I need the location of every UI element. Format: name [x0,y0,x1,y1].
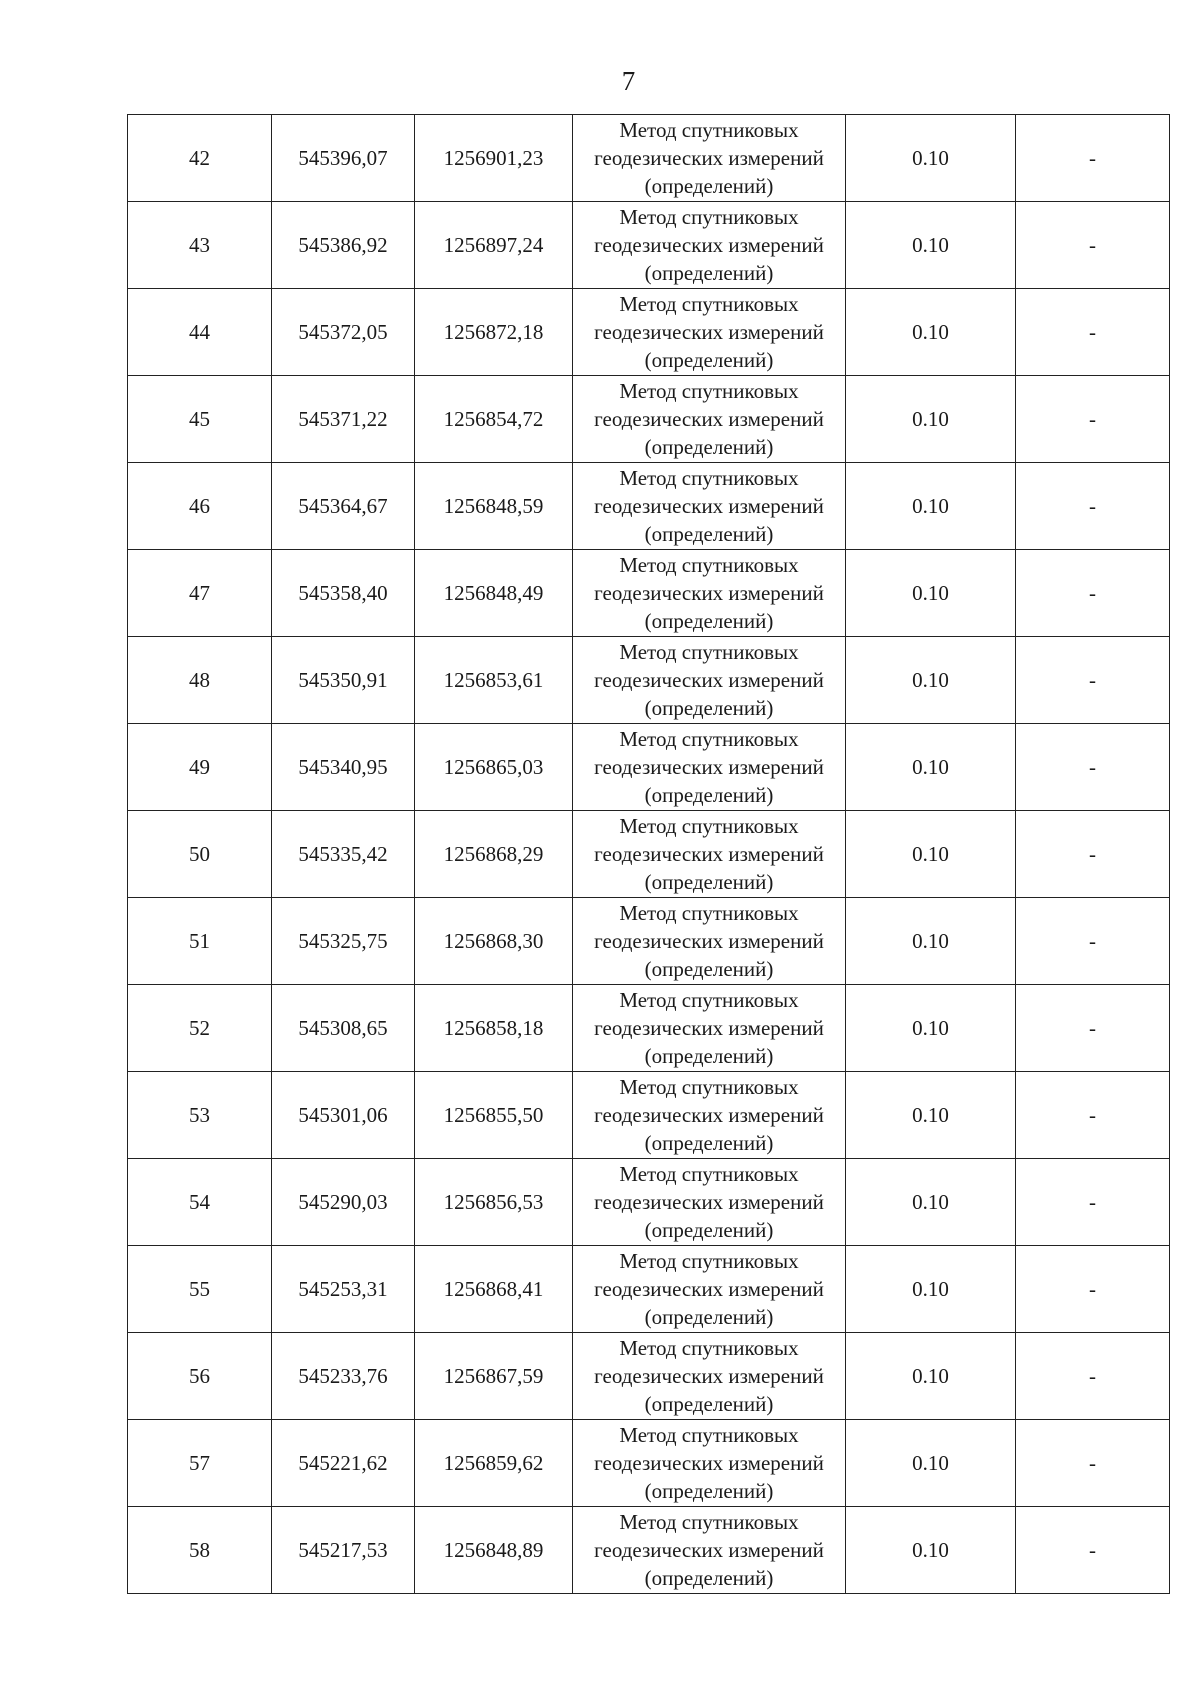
method-cell: Метод спутниковых геодезических измерений (определений) [573,724,846,811]
accuracy-cell: 0.10 [846,463,1016,550]
point-number-cell: 42 [128,115,272,202]
x-coordinate-cell: 545372,05 [272,289,415,376]
point-number-cell: 48 [128,637,272,724]
method-cell: Метод спутниковых геодезических измерений (определений) [573,637,846,724]
note-cell: - [1016,811,1170,898]
x-coordinate-cell: 545217,53 [272,1507,415,1594]
table-row [128,637,1170,724]
y-coordinate-cell: 1256901,23 [415,115,573,202]
note-cell: - [1016,202,1170,289]
table-row [128,1246,1170,1333]
note-cell: - [1016,1333,1170,1420]
y-coordinate-cell: 1256897,24 [415,202,573,289]
x-coordinate-cell: 545253,31 [272,1246,415,1333]
method-cell: Метод спутниковых геодезических измерений (определений) [573,202,846,289]
x-coordinate-cell: 545325,75 [272,898,415,985]
table-row [128,898,1170,985]
method-cell: Метод спутниковых геодезических измерений (определений) [573,1333,846,1420]
accuracy-cell: 0.10 [846,1507,1016,1594]
x-coordinate-cell: 545233,76 [272,1333,415,1420]
note-cell: - [1016,724,1170,811]
coordinates-table [127,114,1170,1594]
y-coordinate-cell: 1256859,62 [415,1420,573,1507]
page-number: 7 [621,66,636,96]
table-row [128,724,1170,811]
accuracy-cell: 0.10 [846,376,1016,463]
table-row [128,550,1170,637]
point-number-cell: 46 [128,463,272,550]
x-coordinate-cell: 545350,91 [272,637,415,724]
accuracy-cell: 0.10 [846,1333,1016,1420]
method-cell: Метод спутниковых геодезических измерений (определений) [573,1420,846,1507]
accuracy-cell: 0.10 [846,985,1016,1072]
y-coordinate-cell: 1256867,59 [415,1333,573,1420]
x-coordinate-cell: 545364,67 [272,463,415,550]
table-row [128,985,1170,1072]
note-cell: - [1016,115,1170,202]
point-number-cell: 50 [128,811,272,898]
table-row [128,1333,1170,1420]
accuracy-cell: 0.10 [846,898,1016,985]
table-row [128,289,1170,376]
point-number-cell: 49 [128,724,272,811]
y-coordinate-cell: 1256868,30 [415,898,573,985]
point-number-cell: 56 [128,1333,272,1420]
accuracy-cell: 0.10 [846,202,1016,289]
accuracy-cell: 0.10 [846,724,1016,811]
note-cell: - [1016,1072,1170,1159]
y-coordinate-cell: 1256848,49 [415,550,573,637]
y-coordinate-cell: 1256858,18 [415,985,573,1072]
y-coordinate-cell: 1256854,72 [415,376,573,463]
y-coordinate-cell: 1256848,89 [415,1507,573,1594]
method-cell: Метод спутниковых геодезических измерений (определений) [573,1246,846,1333]
note-cell: - [1016,985,1170,1072]
accuracy-cell: 0.10 [846,637,1016,724]
accuracy-cell: 0.10 [846,1159,1016,1246]
accuracy-cell: 0.10 [846,1246,1016,1333]
method-cell: Метод спутниковых геодезических измерений (определений) [573,811,846,898]
point-number-cell: 44 [128,289,272,376]
y-coordinate-cell: 1256872,18 [415,289,573,376]
method-cell: Метод спутниковых геодезических измерений (определений) [573,463,846,550]
note-cell: - [1016,289,1170,376]
point-number-cell: 52 [128,985,272,1072]
y-coordinate-cell: 1256868,41 [415,1246,573,1333]
x-coordinate-cell: 545290,03 [272,1159,415,1246]
x-coordinate-cell: 545301,06 [272,1072,415,1159]
x-coordinate-cell: 545340,95 [272,724,415,811]
table-row [128,376,1170,463]
accuracy-cell: 0.10 [846,115,1016,202]
table-row [128,1072,1170,1159]
accuracy-cell: 0.10 [846,550,1016,637]
method-cell: Метод спутниковых геодезических измерений (определений) [573,376,846,463]
note-cell: - [1016,463,1170,550]
point-number-cell: 55 [128,1246,272,1333]
point-number-cell: 54 [128,1159,272,1246]
y-coordinate-cell: 1256856,53 [415,1159,573,1246]
method-cell: Метод спутниковых геодезических измерений (определений) [573,115,846,202]
method-cell: Метод спутниковых геодезических измерений (определений) [573,1159,846,1246]
accuracy-cell: 0.10 [846,1420,1016,1507]
accuracy-cell: 0.10 [846,1072,1016,1159]
x-coordinate-cell: 545396,07 [272,115,415,202]
table-row [128,202,1170,289]
y-coordinate-cell: 1256868,29 [415,811,573,898]
point-number-cell: 57 [128,1420,272,1507]
table-row [128,1420,1170,1507]
y-coordinate-cell: 1256865,03 [415,724,573,811]
note-cell: - [1016,1507,1170,1594]
x-coordinate-cell: 545386,92 [272,202,415,289]
table-row [128,115,1170,202]
method-cell: Метод спутниковых геодезических измерений (определений) [573,898,846,985]
x-coordinate-cell: 545308,65 [272,985,415,1072]
x-coordinate-cell: 545335,42 [272,811,415,898]
note-cell: - [1016,376,1170,463]
point-number-cell: 51 [128,898,272,985]
point-number-cell: 47 [128,550,272,637]
accuracy-cell: 0.10 [846,811,1016,898]
table-body [128,115,1170,1594]
point-number-cell: 53 [128,1072,272,1159]
table-row [128,463,1170,550]
note-cell: - [1016,898,1170,985]
note-cell: - [1016,637,1170,724]
table-row [128,811,1170,898]
note-cell: - [1016,1420,1170,1507]
table-row [128,1159,1170,1246]
method-cell: Метод спутниковых геодезических измерений (определений) [573,985,846,1072]
point-number-cell: 45 [128,376,272,463]
method-cell: Метод спутниковых геодезических измерений (определений) [573,1072,846,1159]
y-coordinate-cell: 1256848,59 [415,463,573,550]
accuracy-cell: 0.10 [846,289,1016,376]
note-cell: - [1016,550,1170,637]
method-cell: Метод спутниковых геодезических измерений (определений) [573,1507,846,1594]
y-coordinate-cell: 1256853,61 [415,637,573,724]
point-number-cell: 43 [128,202,272,289]
note-cell: - [1016,1246,1170,1333]
method-cell: Метод спутниковых геодезических измерений (определений) [573,550,846,637]
method-cell: Метод спутниковых геодезических измерений (определений) [573,289,846,376]
point-number-cell: 58 [128,1507,272,1594]
x-coordinate-cell: 545221,62 [272,1420,415,1507]
note-cell: - [1016,1159,1170,1246]
x-coordinate-cell: 545358,40 [272,550,415,637]
table-row [128,1507,1170,1594]
x-coordinate-cell: 545371,22 [272,376,415,463]
y-coordinate-cell: 1256855,50 [415,1072,573,1159]
